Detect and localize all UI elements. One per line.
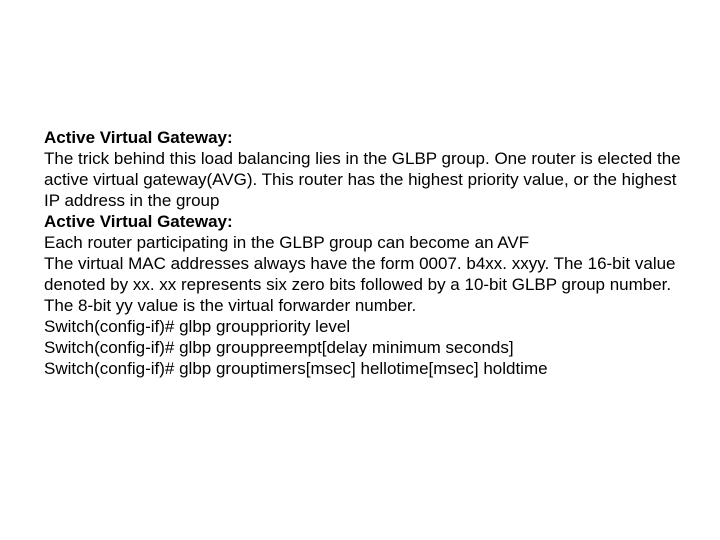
slide-body — [44, 127, 684, 379]
command-grouptimers: Switch(config-if)# glbp grouptimers[msec] hellotime[msec] holdtime — [44, 359, 548, 378]
heading-active-virtual-gateway-2: Active Virtual Gateway: — [44, 212, 233, 231]
paragraph-virtual-mac: The virtual MAC addresses always have the form 0007. b4xx. xxyy. The 16-bit value denoted by xx. xx represents six zero bits followed by a 10-bit GLBP group number. The 8-bit yy value is the virtual forwarder number. — [44, 254, 676, 315]
command-grouppreempt: Switch(config-if)# glbp grouppreempt[delay minimum seconds] — [44, 338, 514, 357]
heading-active-virtual-gateway: Active Virtual Gateway: — [44, 128, 233, 147]
command-grouppriority: Switch(config-if)# glbp grouppriority level — [44, 317, 351, 336]
paragraph-avg-election: The trick behind this load balancing lies in the GLBP group. One router is elected the active virtual gateway(AVG). This router has the highest priority value, or the highest IP address in the group — [44, 149, 681, 210]
paragraph-avf: Each router participating in the GLBP group can become an AVF — [44, 233, 530, 252]
